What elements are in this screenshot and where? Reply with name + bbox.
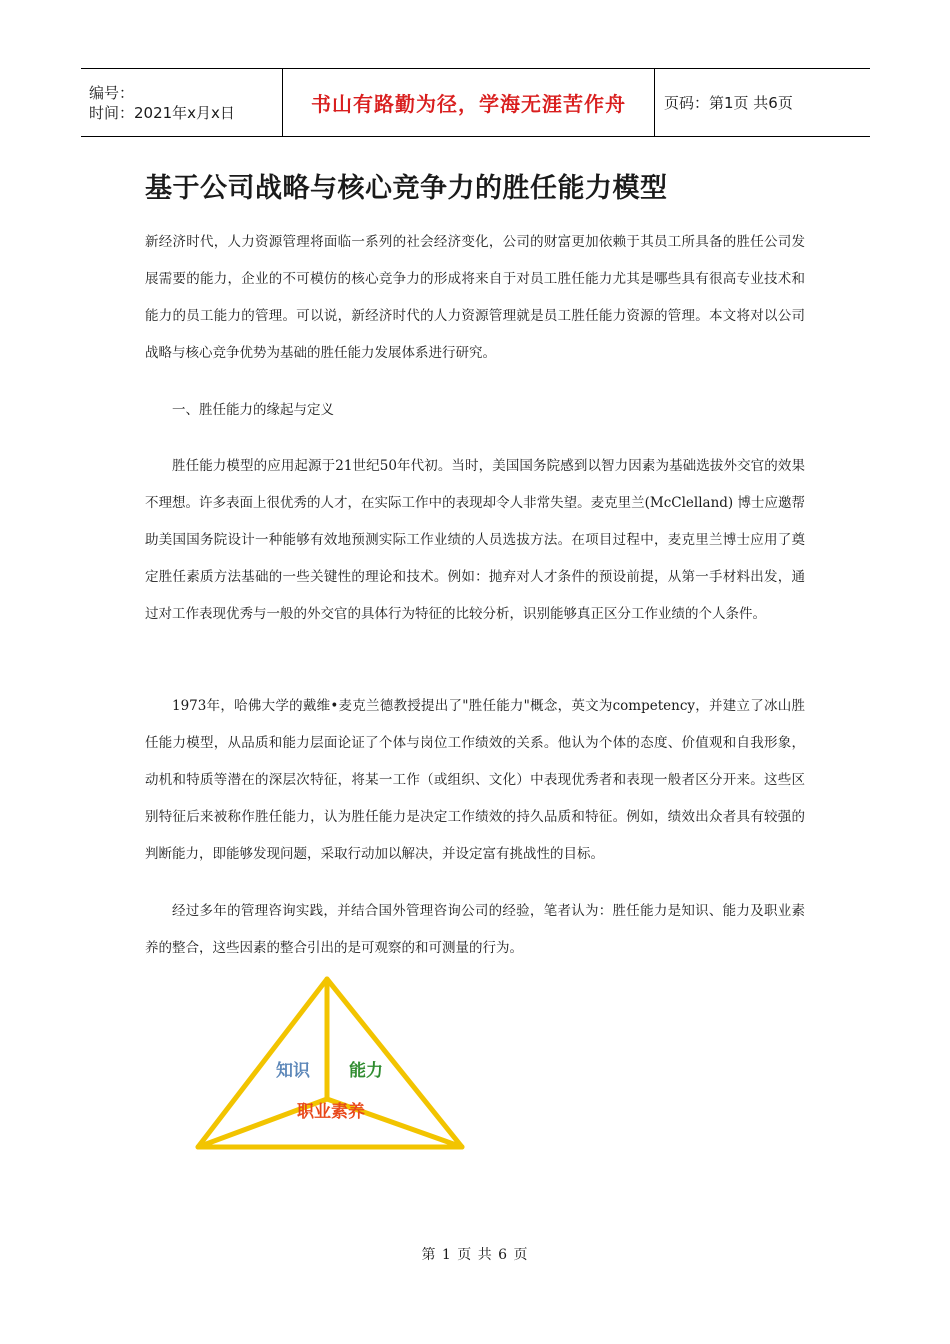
paragraph-definition: 经过多年的管理咨询实践，并结合国外管理咨询公司的经验，笔者认为：胜任能力是知识、能力及职业素养的整合，这些因素的整合引出的是可观察的和可测量的行为。 (145, 903, 805, 956)
motto: 书山有路勤为径，学海无涯苦作舟 (311, 92, 626, 116)
section-heading-1: 一、胜任能力的缘起与定义 (172, 402, 334, 418)
paragraph-1973: 1973年，哈佛大学的戴维•麦克兰德教授提出了"胜任能力"概念，英文为competency，并建立了冰山胜任能力模型，从品质和能力层面论证了个体与岗位工作绩效的关系。他认为个体的态度、价值观和自我形象，动机和特质等潜在的深层次特征，将某一工作（或组织、文化）中表现优秀者和表现一般者区分开来。这些区别特征后来被称作胜任能力，认为胜任能力是决定工作绩效的持久品质和特征。例如，绩效出众者具有较强的判断能力，即能够发现问题，采取行动加以解决，并设定富有挑战性的目标。 (145, 698, 805, 862)
time-label: 时间：2021年x月x日 (89, 103, 235, 122)
page-header (81, 68, 870, 137)
competency-triangle-diagram (190, 975, 480, 1155)
page-footer: 第 1 页 共 6 页 (421, 1247, 529, 1263)
label-ability: 能力 (349, 1061, 383, 1081)
header-page-code (655, 69, 870, 136)
paragraph-intro: 新经济时代，人力资源管理将面临一系列的社会经济变化，公司的财富更加依赖于其员工所具备的胜任公司发展需要的能力，企业的不可模仿的核心竞争力的形成将来自于对员工胜任能力尤其是哪些具有很高专业技术和能力的员工能力的管理。可以说，新经济时代的人力资源管理就是员工胜任能力资源的管理。本文将对以公司战略与核心竞争优势为基础的胜任能力发展体系进行研究。 (145, 234, 805, 361)
label-knowledge: 知识 (276, 1061, 310, 1081)
header-left (81, 69, 282, 136)
page-code: 页码：第1页 共6页 (664, 94, 793, 112)
number-label: 编号： (89, 83, 135, 102)
document-title: 基于公司战略与核心竞争力的胜任能力模型 (145, 173, 668, 204)
label-professionalism: 职业素养 (297, 1102, 365, 1122)
header-motto-cell (282, 69, 655, 136)
paragraph-origin: 胜任能力模型的应用起源于21世纪50年代初。当时，美国国务院感到以智力因素为基础选拔外交官的效果不理想。许多表面上很优秀的人才，在实际工作中的表现却令人非常失望。麦克里兰(McClelland) 博士应邀帮助美国国务院设计一种能够有效地预测实际工作业绩的人员选拔方法。在项目过程中，麦克里兰博士应用了奠定胜任素质方法基础的一些关键性的理论和技术。例如：抛弃对人才条件的预设前提，从第一手材料出发，通过对工作表现优秀与一般的外交官的具体行为特征的比较分析，识别能够真正区分工作业绩的个人条件。 (145, 458, 805, 622)
